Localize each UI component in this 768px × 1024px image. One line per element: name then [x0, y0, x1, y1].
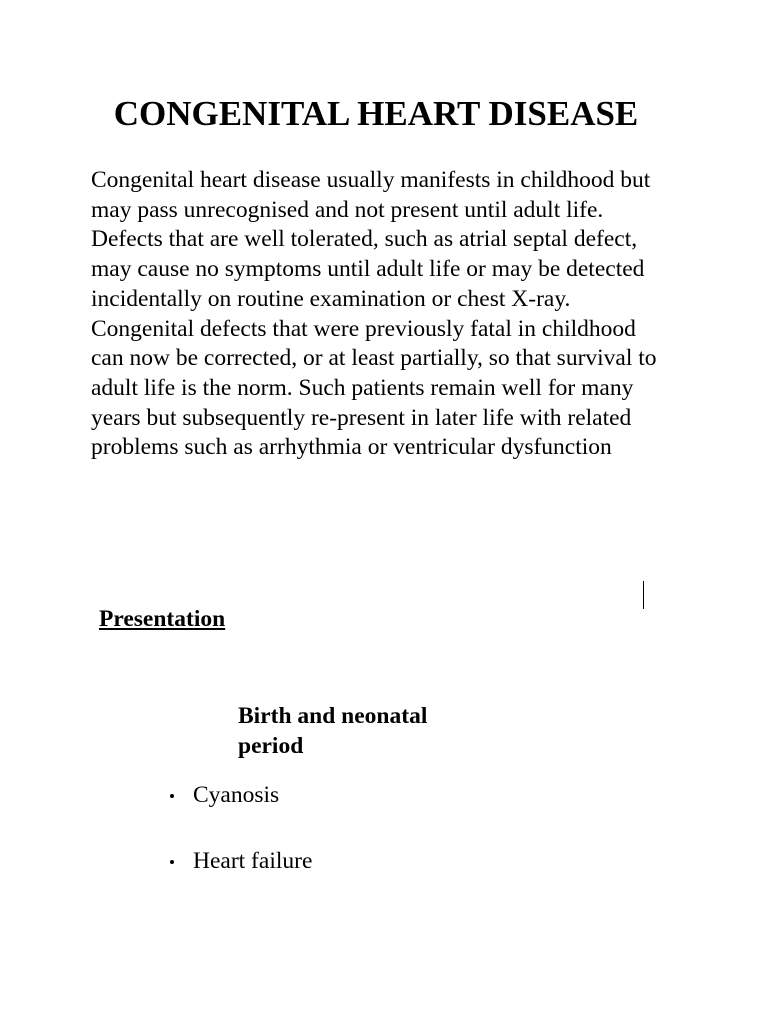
body-text: [91, 166, 671, 463]
section-heading-presentation: Presentation: [99, 606, 226, 632]
paragraph-childhood: Congenital heart disease usually manifests in childhood but may pass unrecognised and not present until adult life.: [91, 167, 651, 223]
list-item-label: Cyanosis: [193, 782, 280, 808]
presentation-bullet-list: [168, 780, 312, 876]
paragraph-well-tolerated-defects: Defects that are well tolerated, such as atrial septal defect, may cause no symptoms until adult life or may be detected incidentally on routine examination or chest X-ray.: [91, 226, 645, 312]
document-title: CONGENITAL HEART DISEASE: [113, 94, 639, 133]
bullet-icon: [170, 794, 174, 798]
list-item: [168, 780, 312, 810]
text-cursor: [643, 581, 644, 609]
sub-heading-birth-neonatal: Birth and neonatal period: [238, 703, 428, 759]
bullet-icon: [170, 860, 174, 864]
paragraph-corrected-defects: Congenital defects that were previously fatal in childhood can now be corrected, or at least partially, so that survival to adult life is the norm. Such patients remain well for many years but subsequently re-present in later life with related problems such as arrhythmia or ventricular dysfunction: [91, 315, 657, 461]
list-item-label: Heart failure: [193, 848, 313, 874]
list-item: [168, 846, 312, 876]
